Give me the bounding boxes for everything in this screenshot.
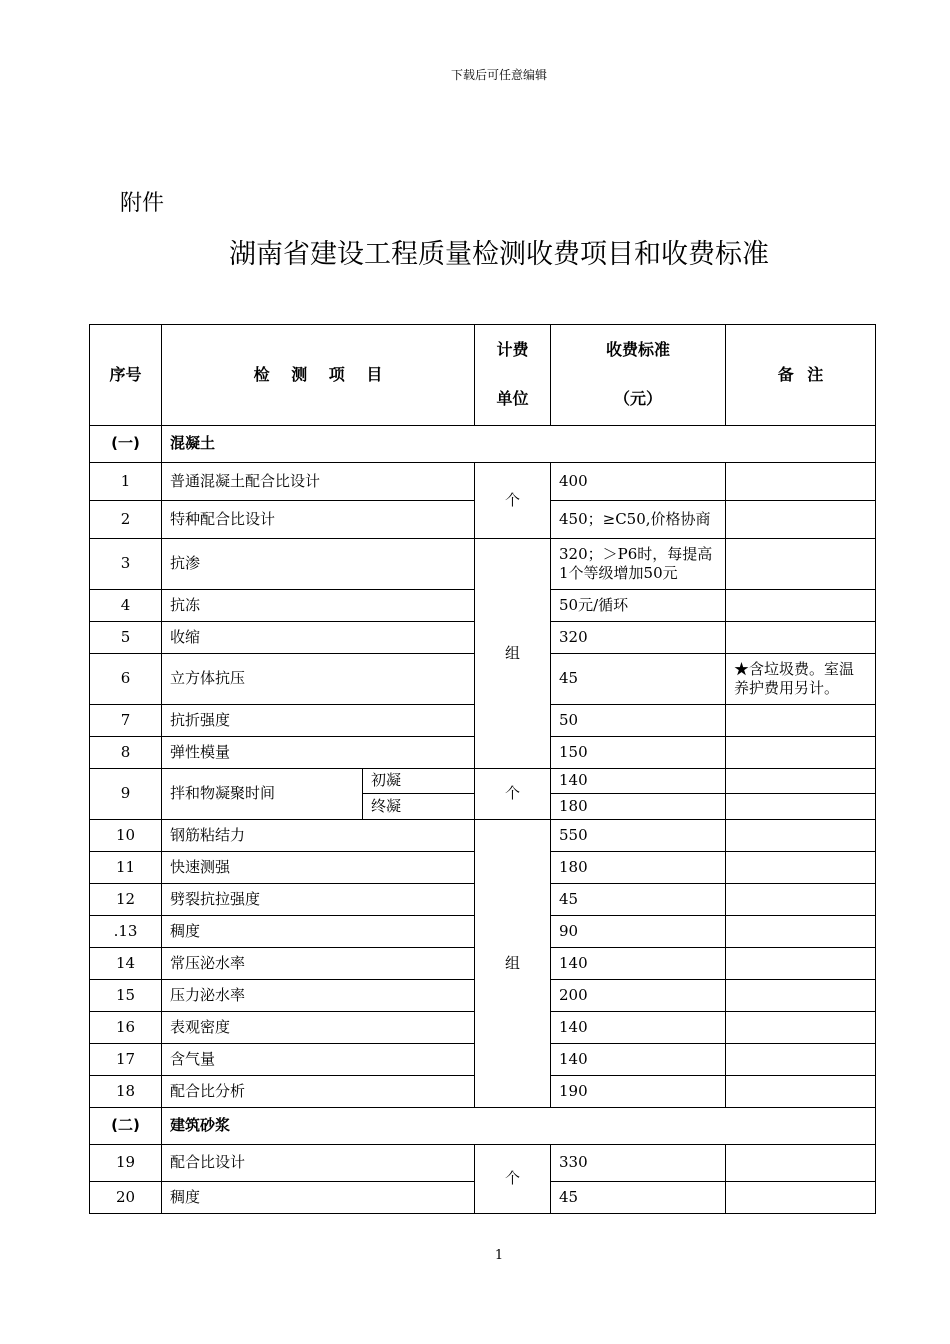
- section-row: [90, 1108, 876, 1145]
- row-fee: 200: [551, 980, 726, 1012]
- row-fee: 180: [551, 852, 726, 884]
- row-fee: 400: [551, 463, 726, 501]
- col-header-remark: 备 注: [726, 325, 876, 426]
- row-fee: 190: [551, 1076, 726, 1108]
- row-item: 普通混凝土配合比设计: [162, 463, 475, 501]
- row-item: 含气量: [162, 1044, 475, 1076]
- row-unit: 个: [475, 1145, 551, 1214]
- col-header-unit: [475, 325, 551, 426]
- row-item: 快速测强: [162, 852, 475, 884]
- row-item: 配合比设计: [162, 1145, 475, 1182]
- header-note: 下载后可任意编辑: [450, 68, 547, 82]
- col-header-fee: [551, 325, 726, 426]
- row-item: 抗冻: [162, 590, 475, 622]
- row-remark: [726, 1076, 876, 1108]
- row-remark: [726, 463, 876, 501]
- row-remark: [726, 980, 876, 1012]
- row-fee: 140: [551, 769, 726, 794]
- row-fee: 45: [551, 1182, 726, 1214]
- section-name: 建筑砂浆: [162, 1108, 876, 1145]
- row-no: 15: [90, 980, 162, 1012]
- row-item: 配合比分析: [162, 1076, 475, 1108]
- row-fee: 140: [551, 1012, 726, 1044]
- row-remark: [726, 1044, 876, 1076]
- row-unit: 组: [475, 820, 551, 1108]
- row-remark: [726, 948, 876, 980]
- row-remark: [726, 884, 876, 916]
- col-header-seq: 序号: [90, 325, 162, 426]
- row-fee: 450；≥C50,价格协商: [551, 501, 726, 539]
- table-row: [90, 539, 876, 590]
- row-subitem: 终凝: [363, 794, 475, 820]
- row-fee: 320: [551, 622, 726, 654]
- row-fee: 330: [551, 1145, 726, 1182]
- table-row: [90, 820, 876, 852]
- row-unit: 个: [475, 769, 551, 820]
- row-remark: [726, 820, 876, 852]
- row-item: 特种配合比设计: [162, 501, 475, 539]
- table-row: [90, 769, 876, 794]
- row-remark: [726, 769, 876, 794]
- row-no: 16: [90, 1012, 162, 1044]
- row-fee: 90: [551, 916, 726, 948]
- row-unit: 个: [475, 463, 551, 539]
- row-fee: 180: [551, 794, 726, 820]
- row-remark: [726, 590, 876, 622]
- row-no: 9: [90, 769, 162, 820]
- page-title: 湖南省建设工程质量检测收费项目和收费标准: [229, 239, 769, 270]
- row-remark: [726, 1012, 876, 1044]
- row-item: 立方体抗压: [162, 654, 475, 705]
- section-no: (一): [90, 426, 162, 463]
- col-header-fee-line1: 收费标准: [605, 340, 670, 360]
- row-fee: 140: [551, 1044, 726, 1076]
- row-no: 17: [90, 1044, 162, 1076]
- col-header-fee-line2: （元）: [613, 389, 662, 408]
- row-remark: [726, 737, 876, 769]
- row-remark: [726, 852, 876, 884]
- section-name: 混凝土: [162, 426, 876, 463]
- row-no: 11: [90, 852, 162, 884]
- row-no: 18: [90, 1076, 162, 1108]
- row-item: 钢筋粘结力: [162, 820, 475, 852]
- row-remark: [726, 1145, 876, 1182]
- row-remark: [726, 622, 876, 654]
- attachment-label: 附件: [120, 191, 165, 216]
- row-item: 拌和物凝聚时间: [162, 769, 363, 820]
- col-header-item: 检 测 项 目: [162, 325, 475, 426]
- row-item: 压力泌水率: [162, 980, 475, 1012]
- row-item: 抗渗: [162, 539, 475, 590]
- row-fee: 50: [551, 705, 726, 737]
- row-item: 抗折强度: [162, 705, 475, 737]
- row-fee: 150: [551, 737, 726, 769]
- col-header-unit-line1: 计费: [496, 340, 529, 360]
- row-fee: 50元/循环: [551, 590, 726, 622]
- row-no: 7: [90, 705, 162, 737]
- table-row: [90, 1145, 876, 1182]
- row-remark: [726, 794, 876, 820]
- row-remark: ★含垃圾费。室温养护费用另计。: [726, 654, 876, 705]
- row-no: 20: [90, 1182, 162, 1214]
- row-remark: [726, 705, 876, 737]
- row-subitem: 初凝: [363, 769, 475, 794]
- row-remark: [726, 916, 876, 948]
- row-no: 19: [90, 1145, 162, 1182]
- row-unit: 组: [475, 539, 551, 769]
- row-no: 5: [90, 622, 162, 654]
- col-header-unit-line2: 单位: [496, 389, 529, 408]
- row-no: 8: [90, 737, 162, 769]
- table-row: [90, 463, 876, 501]
- row-remark: [726, 501, 876, 539]
- section-no: (二): [90, 1108, 162, 1145]
- row-no: 12: [90, 884, 162, 916]
- page-number: 1: [494, 1248, 504, 1263]
- row-fee: 550: [551, 820, 726, 852]
- row-fee: 320；＞P6时，每提高1个等级增加50元: [551, 539, 726, 590]
- row-fee: 140: [551, 948, 726, 980]
- row-item: 稠度: [162, 916, 475, 948]
- row-no: 1: [90, 463, 162, 501]
- row-no: .13: [90, 916, 162, 948]
- row-item: 收缩: [162, 622, 475, 654]
- fee-table: [89, 324, 876, 1214]
- row-fee: 45: [551, 654, 726, 705]
- row-no: 3: [90, 539, 162, 590]
- row-no: 14: [90, 948, 162, 980]
- row-no: 4: [90, 590, 162, 622]
- row-remark: [726, 539, 876, 590]
- row-item: 常压泌水率: [162, 948, 475, 980]
- row-fee: 45: [551, 884, 726, 916]
- row-item: 劈裂抗拉强度: [162, 884, 475, 916]
- table-header-row: [90, 325, 876, 426]
- row-no: 2: [90, 501, 162, 539]
- row-item: 弹性模量: [162, 737, 475, 769]
- row-remark: [726, 1182, 876, 1214]
- row-no: 6: [90, 654, 162, 705]
- section-row: [90, 426, 876, 463]
- row-item: 表观密度: [162, 1012, 475, 1044]
- row-item: 稠度: [162, 1182, 475, 1214]
- row-no: 10: [90, 820, 162, 852]
